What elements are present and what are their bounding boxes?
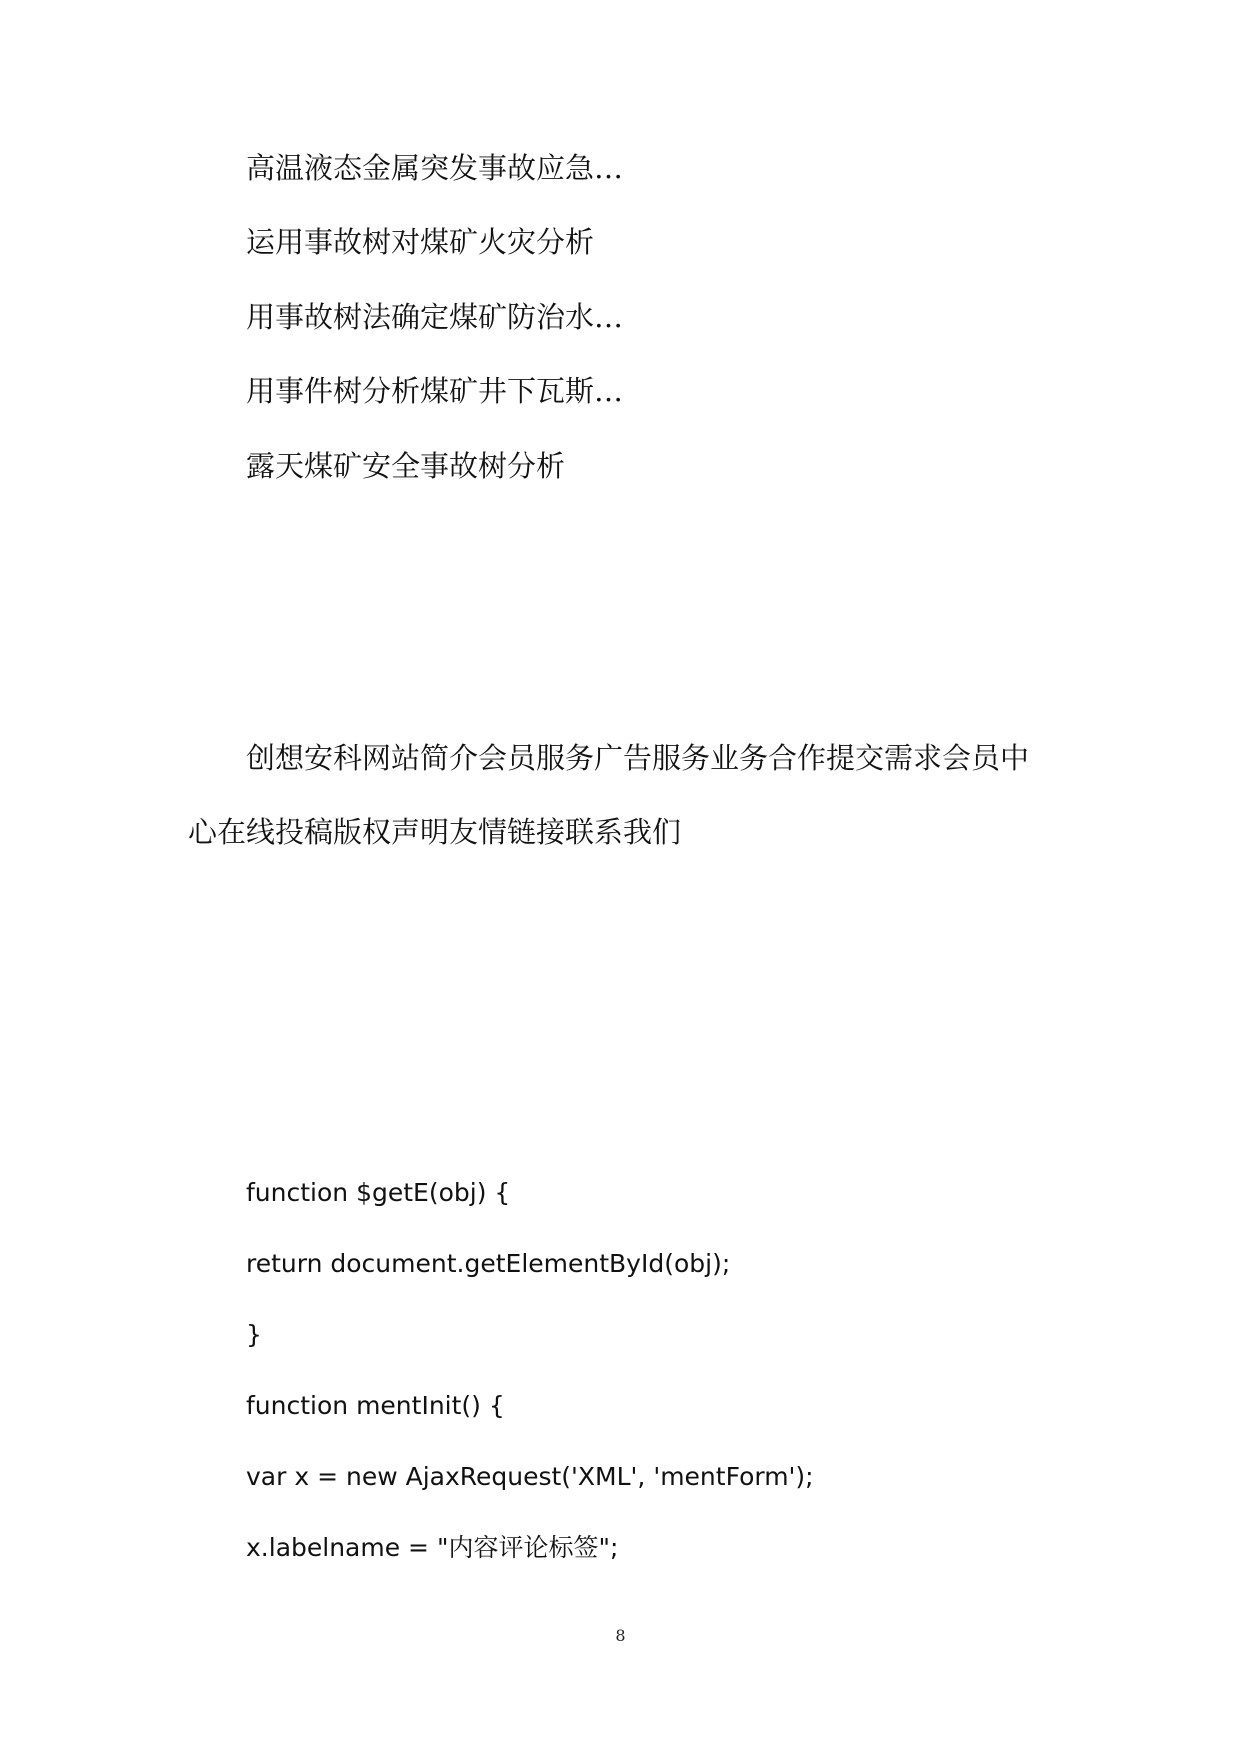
- related-article-link[interactable]: 用事件树分析煤矿井下瓦斯…: [246, 374, 624, 408]
- code-line: function $getE(obj) {: [246, 1178, 511, 1207]
- code-line: function mentInit() {: [246, 1391, 505, 1420]
- code-line: var x = new AjaxRequest('XML', 'mentForm');: [246, 1462, 814, 1491]
- related-article-link[interactable]: 高温液态金属突发事故应急…: [246, 151, 624, 185]
- code-line: return document.getElementById(obj);: [246, 1249, 731, 1278]
- code-line: }: [246, 1320, 262, 1349]
- related-article-link[interactable]: 用事故树法确定煤矿防治水…: [246, 300, 624, 334]
- related-article-link[interactable]: 露天煤矿安全事故树分析: [246, 449, 566, 483]
- code-line: x.labelname = "内容评论标签";: [246, 1533, 619, 1562]
- related-article-link[interactable]: 运用事故树对煤矿火灾分析: [246, 225, 595, 259]
- footer-links-line-1: 创想安科网站简介会员服务广告服务业务合作提交需求会员中: [246, 741, 1030, 775]
- footer-links-line-2: 心在线投稿版权声明友情链接联系我们: [188, 815, 682, 849]
- page-number: 8: [615, 1626, 626, 1645]
